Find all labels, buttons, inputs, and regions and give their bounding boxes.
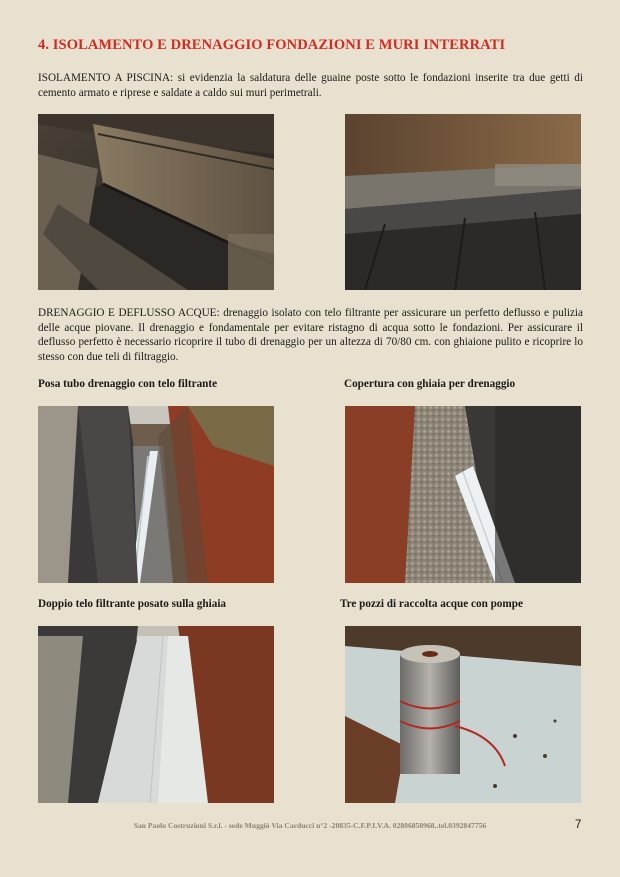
photo-collection-wells: [345, 626, 581, 803]
photo-membrane-weld-1: [38, 114, 274, 290]
page-number: 7: [575, 819, 582, 831]
paragraph-drenaggio: DRENAGGIO E DEFLUSSO ACQUE: drenaggio isolato con telo filtrante per assicurare un perfetto deflusso e pulizia delle acque piovane. Il drenaggio e fondamentale per evitare ristagno di acqua sotto le fondazioni. Per assicurare il deflusso perfetto è necessario ricoprire il tubo di drenaggio per un altezza di 70/80 cm. con ghiaione pulito e ricoprire lo stesso con due teli di filtraggio.: [38, 307, 583, 363]
caption-photo-6: Tre pozzi di raccolta acque con pompe: [340, 598, 523, 610]
section-title: 4. ISOLAMENTO E DRENAGGIO FONDAZIONI E MURI INTERRATI: [38, 37, 506, 53]
photo-membrane-weld-2: [345, 114, 581, 290]
photo-double-filter-cloth: [38, 626, 274, 803]
caption-photo-5: Doppio telo filtrante posato sulla ghiaia: [38, 598, 227, 610]
footer-company-info: San Paolo Costruzioni S.r.l. - sede Muggiò Via Carducci n°2 -20835-C.F.P.I.V.A. 02806850968..tel.0392847756: [133, 821, 487, 830]
caption-photo-4: Copertura con ghiaia per drenaggio: [344, 378, 516, 390]
photo-drain-pipe: [38, 406, 274, 583]
caption-photo-3: Posa tubo drenaggio con telo filtrante: [38, 378, 218, 390]
paragraph-isolamento: ISOLAMENTO A PISCINA: si evidenzia la saldatura delle guaine poste sotto le fondazioni inserite tra due getti di cemento armato e riprese e saldate a caldo sui muri perimetrali.: [38, 72, 583, 99]
photo-gravel-cover: [345, 406, 581, 583]
